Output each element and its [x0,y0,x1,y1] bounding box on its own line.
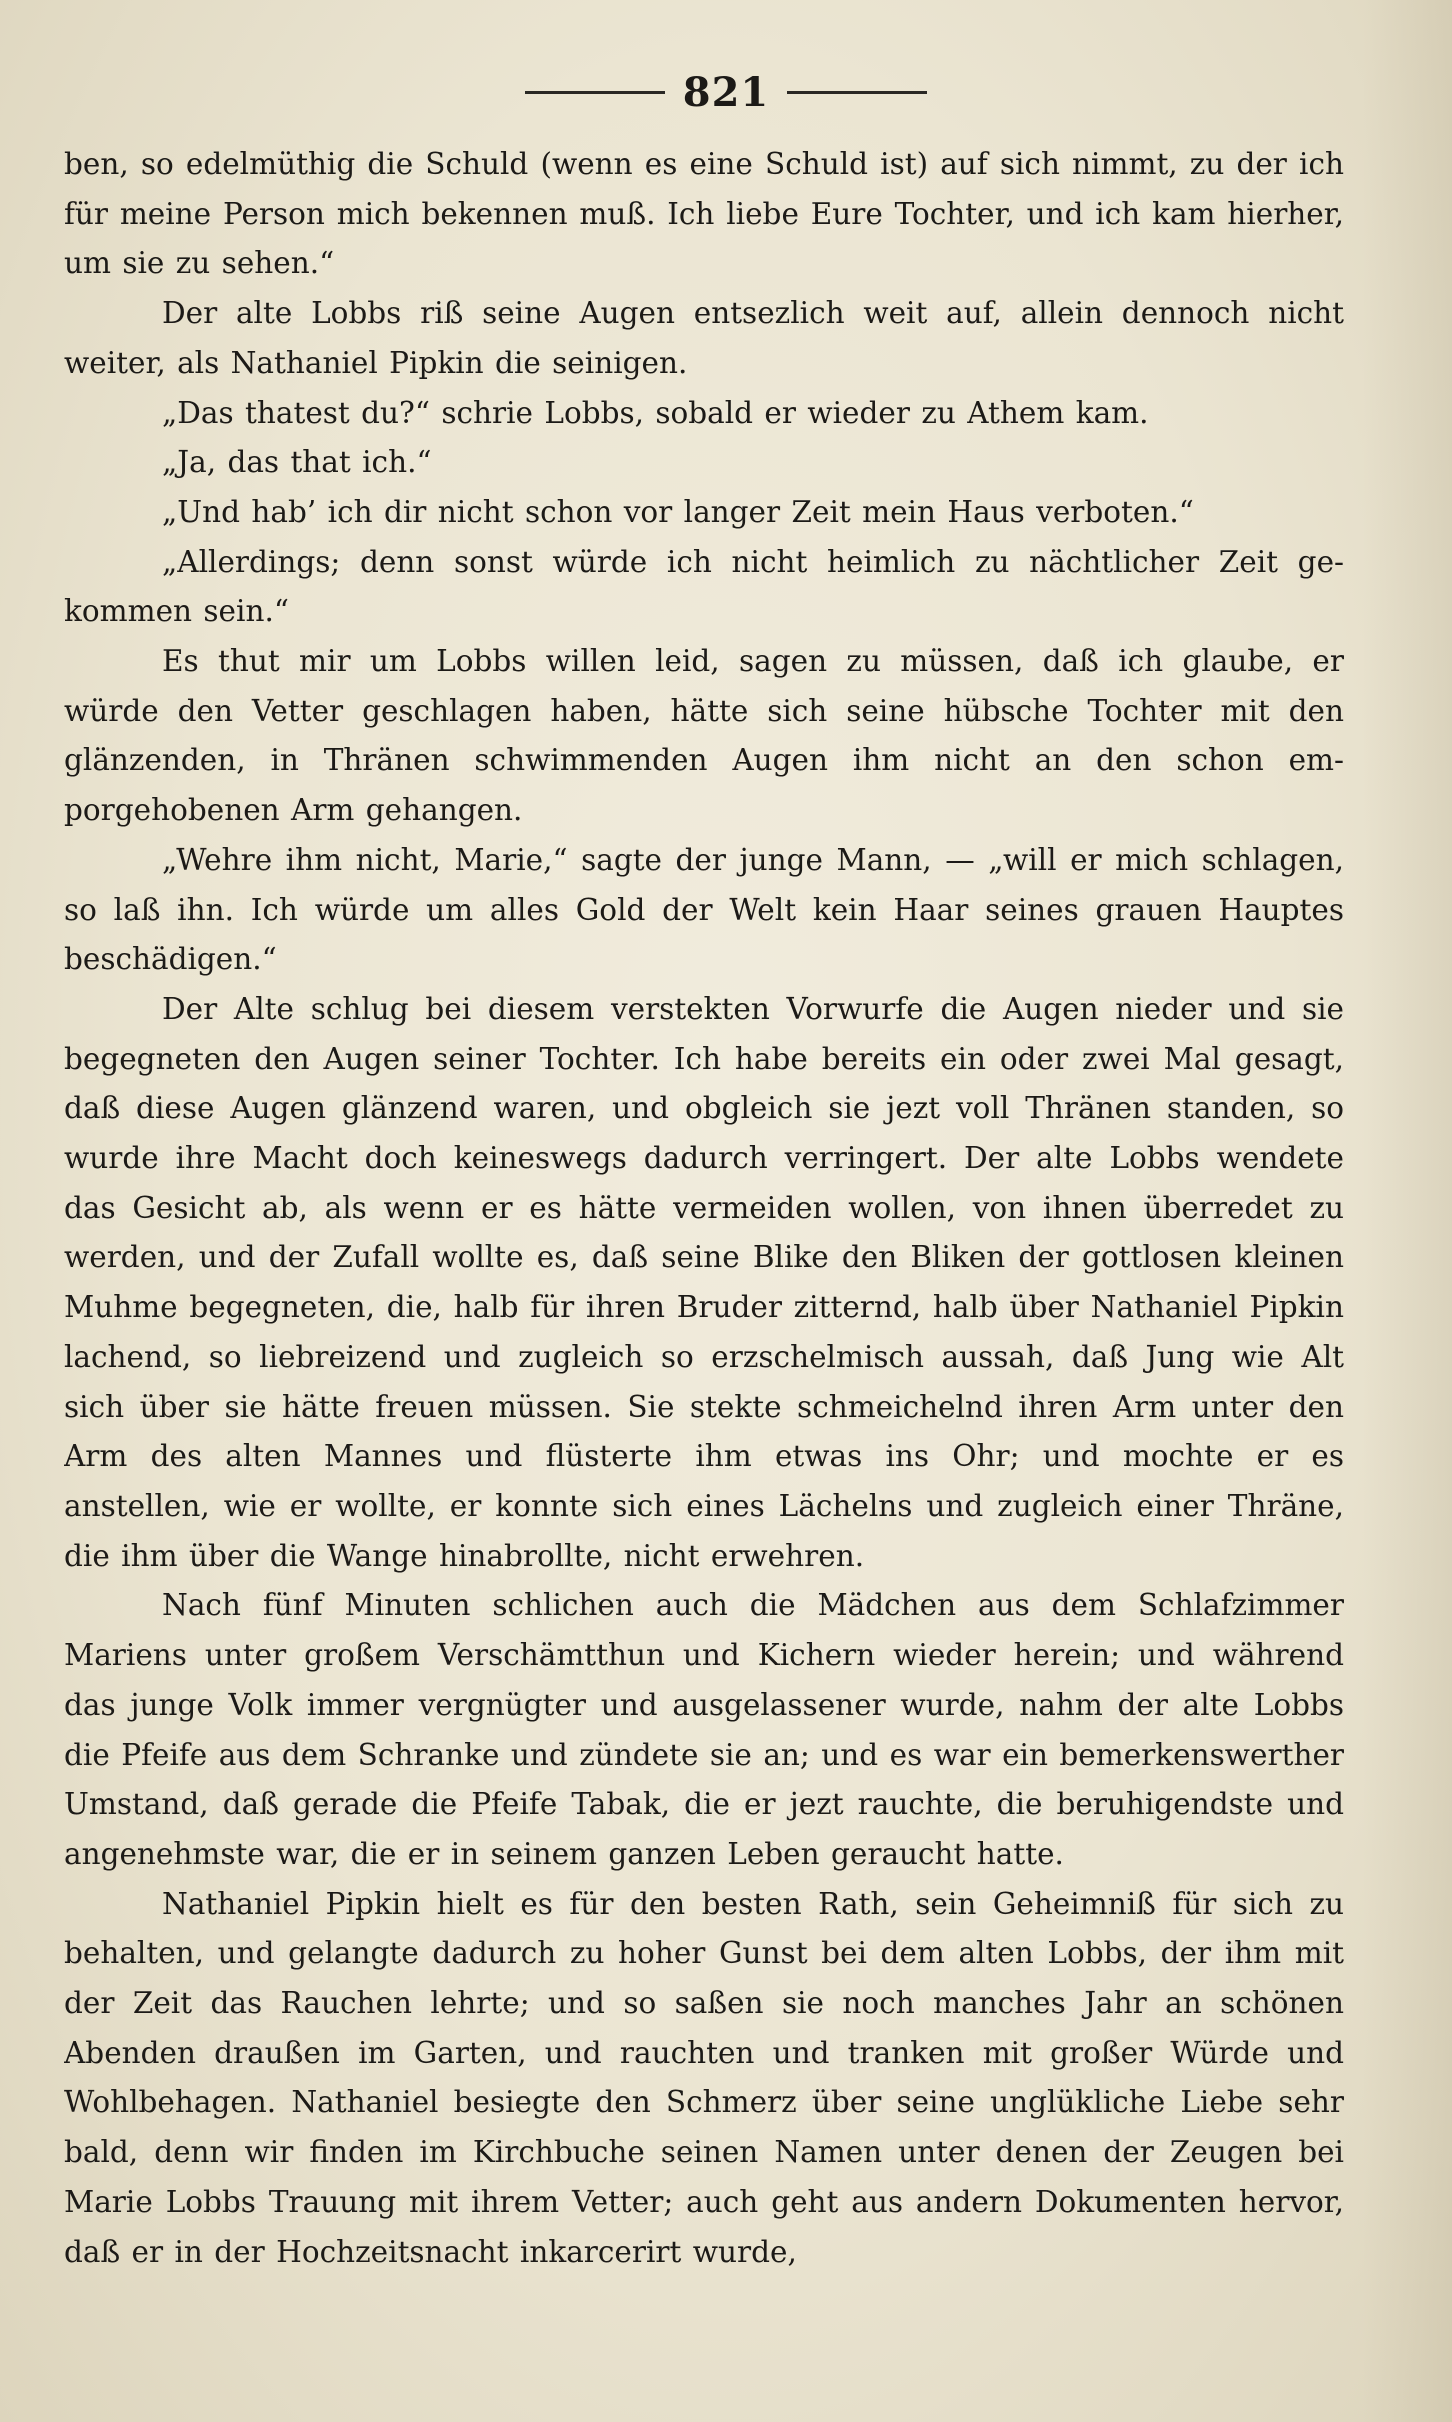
paragraph: „Wehre ihm nicht, Marie,“ sagte der junge Mann, — „will er mich schlagen, so laß ihn. Ich würde um alles Gold der Welt kein Haar seines grauen Hauptes beschädigen.“ [64,842,1344,977]
paragraph: ben, so edelmüthig die Schuld (wenn es eine Schuld ist) auf sich nimmt, zu der ich für meine Person mich bekennen muß. Ich liebe Eure Tochter, und ich kam hierher, um sie zu sehen.“ [64,147,1344,281]
header-rule-right [787,91,927,94]
body-text [64,140,1344,2360]
paragraph: Der alte Lobbs riß seine Augen entsezlich weit auf, allein dennoch nicht weiter, als Nathaniel Pipkin die seinigen. [64,296,1344,380]
paragraph: Nach fünf Minuten schlichen auch die Mädchen aus dem Schlafzimmer Mariens unter großem Verschämtthun und Kichern wieder herein; und während das junge Volk immer vergnügter und ausgelassener wurde, nahm der alte Lobbs die Pfeife aus dem Schranke und zündete sie an; und es war ein bemerkenswerther Umstand, daß gerade die Pfeife Tabak, die er jezt rauchte, die beruhigendste und angenehmste war, die er in seinem ganzen Leben geraucht hatte. [64,1588,1344,1871]
page-header [0,62,1452,122]
paragraph: Nathaniel Pipkin hielt es für den besten Rath, sein Geheimniß für sich zu behalten, und gelangte dadurch zu hoher Gunst bei dem alten Lobbs, der ihm mit der Zeit das Rauchen lehrte; und so saßen sie noch manches Jahr an schönen Abenden draußen im Garten, und rauchten und tranken mit großer Würde und Wohlbehagen. Nathaniel besiegte den Schmerz über seine unglükliche Liebe sehr bald, denn wir finden im Kirchbuche seinen Namen unter denen der Zeugen bei Marie Lobbs Trauung mit ihrem Vetter; auch geht aus andern Dokumenten hervor, daß er in der Hochzeitsnacht inkarcerirt wurde, [64,1886,1344,2269]
header-rule-left [525,91,665,94]
paragraph: „Das thatest du?“ schrie Lobbs, sobald er wieder zu Athem kam. [162,395,1149,430]
paragraph: „Ja, das that ich.“ [162,445,432,480]
page-number: 821 [682,68,770,116]
paragraph: Es thut mir um Lobbs willen leid, sagen zu müssen, daß ich glaube, er würde den Vetter geschlagen haben, hätte sich seine hübsche Tochter mit den glänzenden, in Thränen schwimmenden Augen ihm nicht an den schon emporgehobenen Arm gehangen. [64,644,1344,828]
page-edge-shadow [1362,0,1452,2422]
paragraph: „Und hab’ ich dir nicht schon vor langer Zeit mein Haus verboten.“ [162,494,1194,529]
paragraph: „Allerdings; denn sonst würde ich nicht heimlich zu nächtlicher Zeit gekommen sein.“ [64,544,1344,629]
paragraph: Der Alte schlug bei diesem verstekten Vorwurfe die Augen nieder und sie begegneten den Augen seiner Tochter. Ich habe bereits ein oder zwei Mal gesagt, daß diese Augen glänzend waren, und obgleich sie jezt voll Thränen standen, so wurde ihre Macht doch keineswegs dadurch verringert. Der alte Lobbs wendete das Gesicht ab, als wenn er es hätte vermeiden wollen, von ihnen überredet zu werden, und der Zufall wollte es, daß seine Blike den Bliken der gottlosen kleinen Muhme begegneten, die, halb für ihren Bruder zitternd, halb über Nathaniel Pipkin lachend, so liebreizend und zugleich so erzschelmisch aussah, daß Jung wie Alt sich über sie hätte freuen müssen. Sie stekte schmeichelnd ihren Arm unter den Arm des alten Mannes und flüsterte ihm etwas ins Ohr; und mochte er es anstellen, wie er wollte, er konnte sich eines Lächelns und zugleich einer Thräne, die ihm über die Wange hinabrollte, nicht erwehren. [64,991,1344,1573]
